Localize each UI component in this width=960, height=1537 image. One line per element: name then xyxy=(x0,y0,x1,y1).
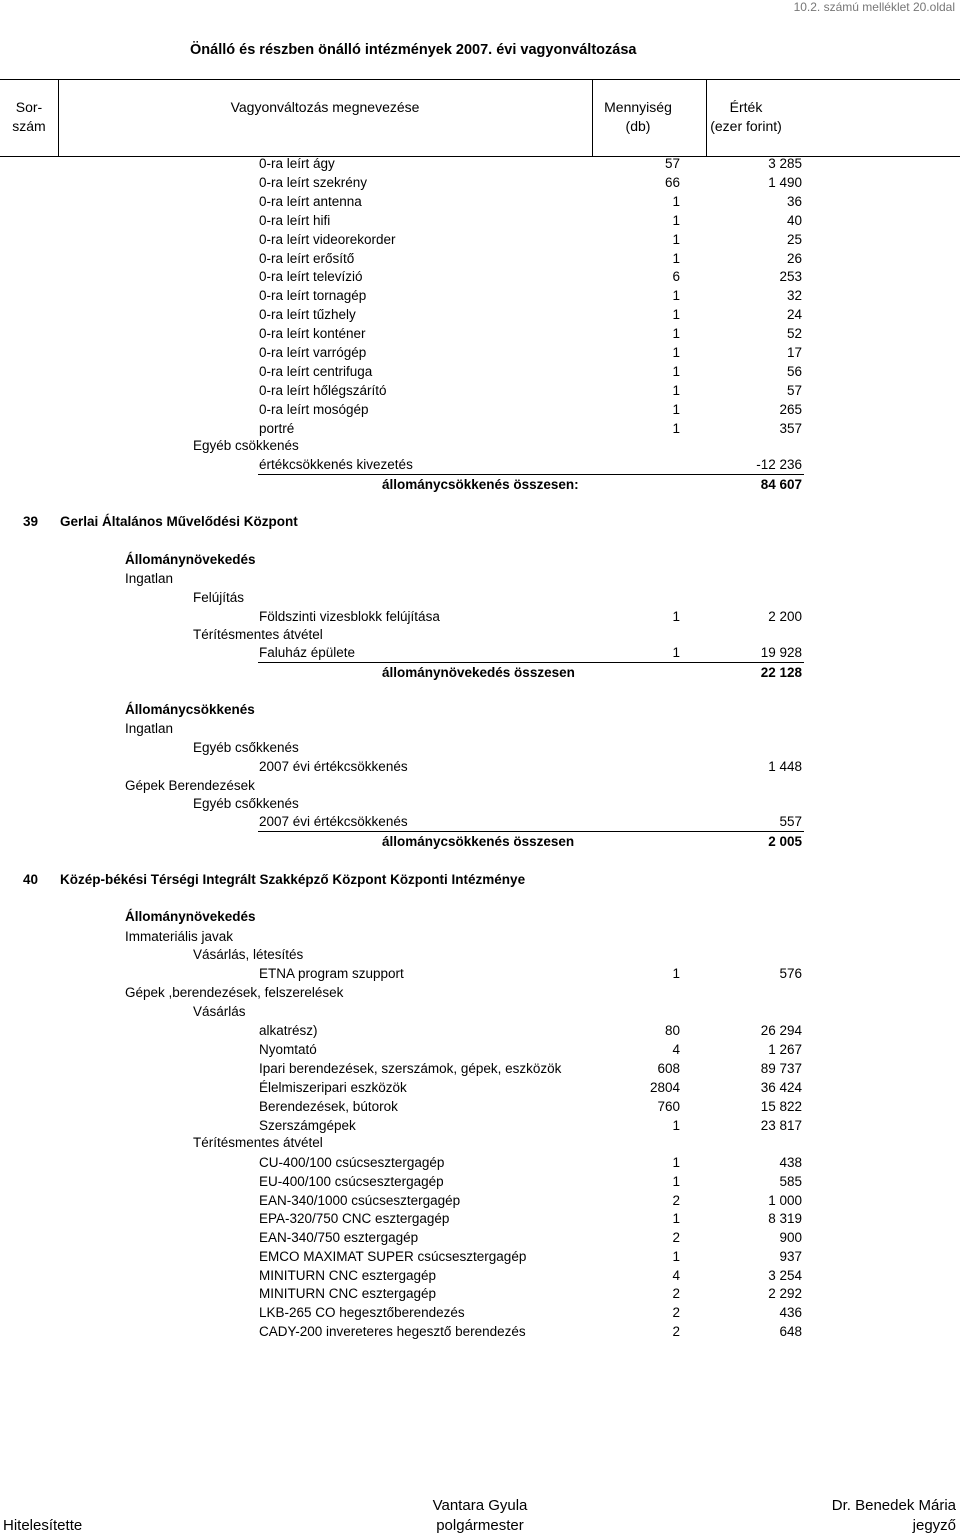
inst39-egyeb2: Egyéb csőkkenés xyxy=(193,796,299,811)
item-row-qty: 1 xyxy=(672,288,680,304)
vasarlas-row-qty: 1 xyxy=(672,1117,680,1133)
item-row-qty: 1 xyxy=(672,193,680,209)
teritesmentes-row-value: 1 000 xyxy=(768,1192,802,1208)
item-row-qty: 1 xyxy=(672,345,680,360)
vasarlas-row-value: 89 737 xyxy=(760,1060,802,1076)
inst39-novekedes-total-value: 22 128 xyxy=(760,665,802,680)
teritesmentes-row-value: 438 xyxy=(779,1155,802,1170)
notary-name: Dr. Benedek Mária xyxy=(831,1497,956,1514)
inst40-novekedes-label: Állománynövekedés xyxy=(125,909,256,924)
item-row-value: 36 xyxy=(786,193,802,209)
inst39-ertek1-value: 1 448 xyxy=(768,759,802,774)
mayor-title: polgármester xyxy=(436,1517,524,1534)
vasarlas-row-qty: 4 xyxy=(672,1041,680,1057)
inst40-immaterialis: Immateriális javak xyxy=(125,929,234,944)
header-value: Érték (ezer forint) xyxy=(710,99,782,134)
vasarlas-row-value: 1 267 xyxy=(768,1041,802,1057)
teritesmentes-row-name: EPA-320/750 CNC esztergagép xyxy=(259,1211,450,1227)
item-row-value: 253 xyxy=(779,269,802,285)
item-row-name: 0-ra leírt konténer xyxy=(259,326,366,342)
teritesmentes-row-qty: 1 xyxy=(672,1211,680,1227)
divider xyxy=(258,474,804,475)
footer-hitelesitette: Hitelesítette xyxy=(3,1517,83,1534)
item-row-name: 0-ra leírt varrógép xyxy=(259,345,367,360)
vasarlas-row-value: 15 822 xyxy=(760,1098,802,1114)
teritesmentes-row-value: 648 xyxy=(779,1323,802,1339)
inst39-felujitas: Felújítás xyxy=(193,590,245,605)
teritesmentes-row-value: 8 319 xyxy=(768,1211,802,1227)
teritesmentes-row-name: CADY-200 invereteres hegesztő berendezés xyxy=(259,1323,526,1339)
item-row-qty: 1 xyxy=(672,382,680,398)
item-row-name: 0-ra leírt tornagép xyxy=(259,288,367,304)
footer-mayor xyxy=(433,1496,528,1536)
item-row-value: 357 xyxy=(779,420,802,436)
teritesmentes-row-value: 2 292 xyxy=(768,1286,802,1302)
header-name: Vagyonváltozás megnevezése xyxy=(230,99,420,115)
inst39-teritesmentes: Térítésmentes átvétel xyxy=(193,627,323,642)
footer-notary xyxy=(832,1496,956,1536)
teritesmentes-row-qty: 2 xyxy=(672,1323,680,1339)
inst39-item1-name: Földszinti vizesblokk felújítása xyxy=(259,609,440,624)
item-row-qty: 1 xyxy=(672,231,680,247)
teritesmentes-row-name: CU-400/100 csúcsesztergagép xyxy=(259,1155,445,1170)
item-row-value: 56 xyxy=(786,363,802,379)
item-row-name: 0-ra leírt centrifuga xyxy=(259,363,373,379)
item-row-name: 0-ra leírt tűzhely xyxy=(259,307,356,323)
inst39-ertek2-name: 2007 évi értékcsökkenés xyxy=(259,814,408,829)
header-quantity: Mennyiség (db) xyxy=(604,99,672,134)
item-row-value: 40 xyxy=(786,212,802,228)
item-row-name: 0-ra leírt televízió xyxy=(259,269,363,285)
inst40-teritesmentes: Térítésmentes átvétel xyxy=(193,1135,323,1150)
inst39-item2-name: Faluház épülete xyxy=(259,645,356,660)
teritesmentes-row-value: 585 xyxy=(779,1173,802,1189)
item-row-name: 0-ra leírt hifi xyxy=(259,212,331,228)
teritesmentes-row-name: LKB-265 CO hegesztőberendezés xyxy=(259,1305,465,1320)
item-row-value: 1 490 xyxy=(768,174,802,190)
teritesmentes-row-value: 900 xyxy=(779,1230,802,1245)
vasarlas-row-qty: 2804 xyxy=(649,1079,680,1095)
teritesmentes-row-name: EAN-340/750 esztergagép xyxy=(259,1230,419,1245)
item-row-name: 0-ra leírt mosógép xyxy=(259,401,369,417)
item-row-name: 0-ra leírt erősítő xyxy=(259,250,355,266)
page-title: Önálló és részben önálló intézmények 2007. évi vagyonváltozása xyxy=(190,42,637,58)
item-row-qty: 6 xyxy=(672,269,680,285)
teritesmentes-row-value: 937 xyxy=(779,1248,802,1264)
inst39-number: 39 xyxy=(23,514,39,529)
total-value: 84 607 xyxy=(760,477,802,492)
item-row-qty: 1 xyxy=(672,250,680,266)
item-row-value: 57 xyxy=(786,382,802,398)
item-row-name: 0-ra leírt szekrény xyxy=(259,174,368,190)
item-row-value: 25 xyxy=(786,231,802,247)
item-row-value: 32 xyxy=(786,288,802,304)
teritesmentes-row-name: MINITURN CNC esztergagép xyxy=(259,1267,437,1283)
inst39-item1-value: 2 200 xyxy=(768,609,802,624)
item-row-qty: 1 xyxy=(672,307,680,323)
inst40-etna-qty: 1 xyxy=(672,966,680,981)
inst40-vasarlas: Vásárlás xyxy=(193,1004,246,1019)
inst39-ingatlan2: Ingatlan xyxy=(125,721,174,736)
vasarlas-row-qty: 760 xyxy=(657,1098,680,1114)
vasarlas-row-value: 36 424 xyxy=(760,1079,802,1095)
item-row-value: 265 xyxy=(779,401,802,417)
item-row-name: 0-ra leírt videorekorder xyxy=(259,231,396,247)
inst39-egyeb1: Egyéb csőkkenés xyxy=(193,740,299,755)
inst39-csokkenes-total-value: 2 005 xyxy=(768,834,802,849)
vasarlas-row-name: Élelmiszeripari eszközök xyxy=(259,1079,407,1095)
vasarlas-row-name: alkatrész) xyxy=(259,1023,318,1038)
table-header xyxy=(0,79,960,157)
vasarlas-row-name: Szerszámgépek xyxy=(259,1117,356,1133)
egyeb-csokkenes-label: Egyéb csökkenés xyxy=(193,438,299,453)
vasarlas-row-name: Berendezések, bútorok xyxy=(259,1098,398,1114)
inst40-gepek: Gépek ,berendezések, felszerelések xyxy=(125,985,344,1000)
vasarlas-row-value: 23 817 xyxy=(760,1117,802,1133)
item-row-qty: 1 xyxy=(672,420,680,436)
inst39-item2-value: 19 928 xyxy=(760,645,802,660)
item-row-name: portré xyxy=(259,420,295,436)
inst39-ingatlan: Ingatlan xyxy=(125,571,174,586)
inst39-gepek: Gépek Berendezések xyxy=(125,778,255,793)
item-row-qty: 66 xyxy=(664,174,680,190)
teritesmentes-row-name: EAN-340/1000 csúcsesztergagép xyxy=(259,1192,461,1208)
teritesmentes-row-name: EU-400/100 csúcsesztergagép xyxy=(259,1173,444,1189)
vasarlas-row-name: Nyomtató xyxy=(259,1041,317,1057)
item-row-value: 24 xyxy=(786,307,802,323)
item-row-name: 0-ra leírt hőlégszárító xyxy=(259,382,387,398)
item-row-value: 26 xyxy=(786,250,802,266)
teritesmentes-row-name: MINITURN CNC esztergagép xyxy=(259,1286,437,1302)
inst40-name: Közép-békési Térségi Integrált Szakképző Központ Központi Intézménye xyxy=(60,872,526,887)
inst40-etna-name: ETNA program szupport xyxy=(259,966,404,981)
inst39-item1-qty: 1 xyxy=(672,609,680,624)
inst39-novekedes-total-label: állománynövekedés összesen xyxy=(382,665,575,680)
item-row-qty: 1 xyxy=(672,326,680,342)
item-row-value: 17 xyxy=(786,345,802,360)
vasarlas-row-value: 26 294 xyxy=(760,1023,802,1038)
teritesmentes-row-value: 3 254 xyxy=(768,1267,802,1283)
item-row-name: 0-ra leírt ágy xyxy=(259,156,335,171)
total-label: állománycsökkenés összesen: xyxy=(382,477,579,492)
vasarlas-row-qty: 608 xyxy=(657,1060,680,1076)
item-row-qty: 1 xyxy=(672,401,680,417)
teritesmentes-row-qty: 2 xyxy=(672,1305,680,1320)
teritesmentes-row-name: EMCO MAXIMAT SUPER csúcsesztergagép xyxy=(259,1248,527,1264)
teritesmentes-row-qty: 2 xyxy=(672,1230,680,1245)
item-row-value: 3 285 xyxy=(768,156,802,171)
notary-title: jegyző xyxy=(912,1517,956,1534)
item-row-qty: 1 xyxy=(672,363,680,379)
inst39-novekedes-label: Állománynövekedés xyxy=(125,552,256,567)
inst39-item2-qty: 1 xyxy=(672,645,680,660)
vasarlas-row-name: Ipari berendezések, szerszámok, gépek, eszközök xyxy=(259,1060,562,1076)
teritesmentes-row-qty: 2 xyxy=(672,1192,680,1208)
divider xyxy=(258,831,804,832)
inst39-name: Gerlai Általános Művelődési Központ xyxy=(60,514,298,529)
inst39-csokkenes-total-label: állománycsökkenés összesen xyxy=(382,834,575,849)
item-row-name: 0-ra leírt antenna xyxy=(259,193,362,209)
inst40-vasarlas-letesites: Vásárlás, létesítés xyxy=(193,947,304,962)
inst39-csokkenes-label: Állománycsökkenés xyxy=(125,702,255,717)
inst39-ertek1-name: 2007 évi értékcsökkenés xyxy=(259,759,408,774)
ertekcsokkenes-label: értékcsökkenés kivezetés xyxy=(259,457,413,472)
teritesmentes-row-qty: 2 xyxy=(672,1286,680,1302)
teritesmentes-row-qty: 4 xyxy=(672,1267,680,1283)
inst40-etna-value: 576 xyxy=(779,966,802,981)
item-row-qty: 1 xyxy=(672,212,680,228)
mayor-name: Vantara Gyula xyxy=(432,1497,528,1514)
header-sorszam: Sor- szám xyxy=(12,99,46,134)
divider xyxy=(258,662,804,663)
inst40-number: 40 xyxy=(23,872,39,887)
teritesmentes-row-qty: 1 xyxy=(672,1155,680,1170)
vasarlas-row-qty: 80 xyxy=(664,1023,680,1038)
teritesmentes-row-value: 436 xyxy=(779,1305,802,1320)
item-row-value: 52 xyxy=(786,326,802,342)
page-annotation: 10.2. számú melléklet 20.oldal xyxy=(793,0,955,14)
item-row-qty: 57 xyxy=(664,156,680,171)
ertekcsokkenes-value: -12 236 xyxy=(756,457,802,472)
inst39-ertek2-value: 557 xyxy=(779,814,802,829)
teritesmentes-row-qty: 1 xyxy=(672,1248,680,1264)
teritesmentes-row-qty: 1 xyxy=(672,1173,680,1189)
